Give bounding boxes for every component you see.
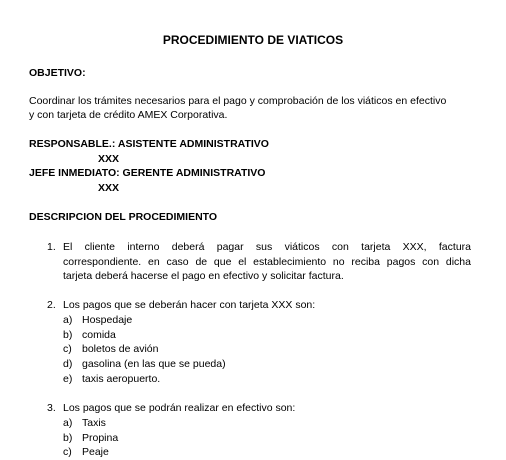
step-text-line: correspondiente. en caso de que el establecimiento no reciba pagos con dicha [63,256,471,268]
subitem-letter: a) [63,314,73,326]
document-title: PROCEDIMIENTO DE VIATICOS [162,33,344,47]
subitem-letter: c) [63,446,72,458]
subitem-text: gasolina (en las que se pueda) [82,358,226,370]
step-number: 1. [47,241,56,253]
jefe-name: XXX [98,182,120,194]
subitem-text: Propina [82,432,119,444]
objective-text-line-2: y con tarjeta de crédito AMEX Corporativa. [29,109,228,121]
step-text-line: Los pagos que se deberán hacer con tarjeta XXX son: [63,299,316,311]
subitem-letter: b) [63,329,73,341]
step-number: 3. [47,402,56,414]
subitem-letter: c) [63,343,72,355]
subitem-text: Taxis [82,417,106,429]
subitem-letter: b) [63,432,73,444]
objective-heading: OBJETIVO: [29,67,86,79]
step-text-line: tarjeta deberá hacerse el pago en efectivo y solicitar factura. [63,270,344,282]
subitem-letter: d) [63,358,73,370]
responsable-label: RESPONSABLE.: ASISTENTE ADMINISTRATIVO [29,138,269,150]
subitem-letter: a) [63,417,73,429]
step-text-line: Los pagos que se podrán realizar en efectivo son: [63,402,296,414]
responsable-name: XXX [98,153,120,165]
step-number: 2. [47,299,56,311]
subitem-text: comida [82,329,116,341]
step-text-line: El cliente interno deberá pagar sus viáticos con tarjeta XXX, factura [63,241,471,253]
subitem-text: Hospedaje [82,314,133,326]
description-heading: DESCRIPCION DEL PROCEDIMIENTO [29,211,218,223]
subitem-text: boletos de avión [82,343,159,355]
subitem-letter: e) [63,373,73,385]
jefe-label: JEFE INMEDIATO: GERENTE ADMINISTRATIVO [29,167,266,179]
objective-text-line-1: Coordinar los trámites necesarios para el pago y comprobación de los viáticos en efectivo [29,95,447,107]
subitem-text: taxis aeropuerto. [82,373,161,385]
subitem-text: Peaje [82,446,109,458]
